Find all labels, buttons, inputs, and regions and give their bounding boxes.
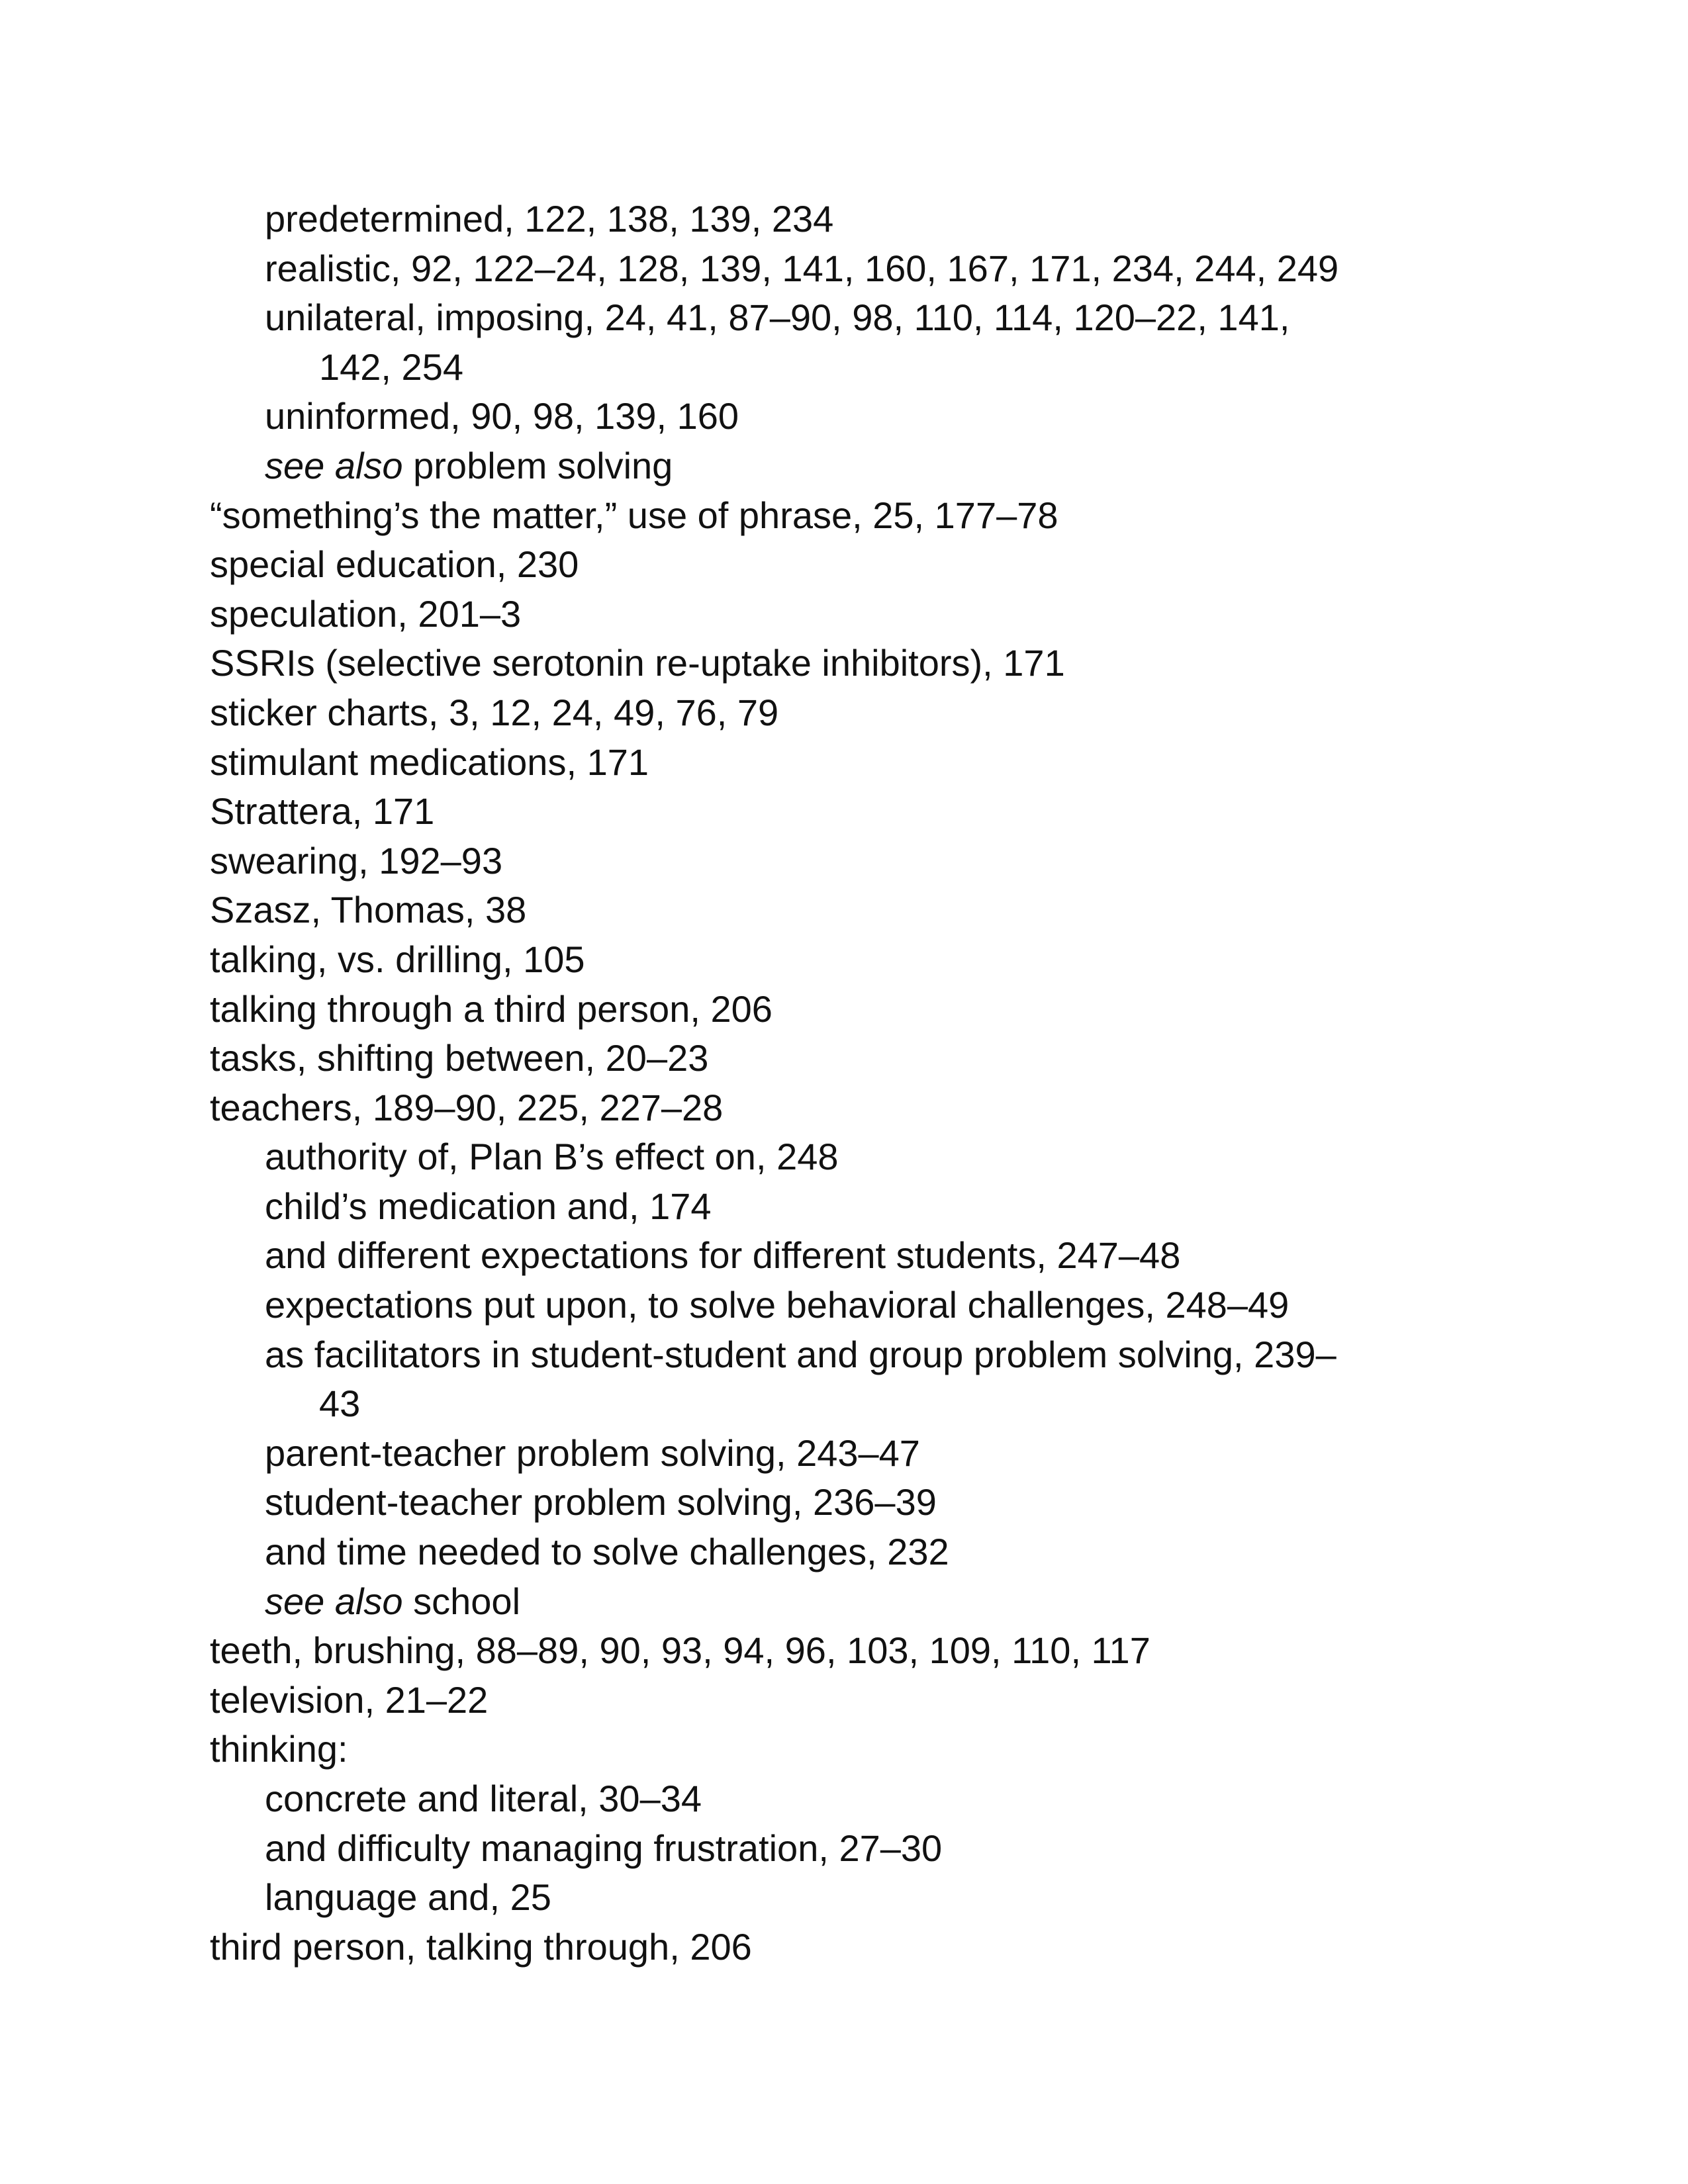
index-entry [210,787,1501,837]
index-entry [210,886,1501,935]
entry-text: thinking: [210,1728,348,1770]
entry-text: student-teacher problem solving, 236–39 [265,1481,937,1524]
entry-text: talking through a third person, 206 [210,987,773,1030]
index-entry [210,935,1501,985]
index-see-also-entry [210,1577,1501,1627]
entry-text: unilateral, imposing, 24, 41, 87–90, 98, 110, 114, 120–22, 141, [265,296,1290,339]
index-list [210,195,1501,1972]
index-entry [210,1478,1501,1527]
entry-text: parent-teacher problem solving, 243–47 [265,1432,920,1474]
entry-text: 142, 254 [319,345,463,388]
entry-text: Szasz, Thomas, 38 [210,889,527,931]
index-entry [210,1132,1501,1182]
entry-text: SSRIs (selective serotonin re-uptake inhibitors), 171 [210,642,1065,684]
index-entry [210,1281,1501,1330]
index-entry [210,1429,1501,1479]
entry-text: and different expectations for different students, 247–48 [265,1234,1181,1277]
entry-text: and difficulty managing frustration, 27–30 [265,1827,943,1869]
index-entry [210,1182,1501,1232]
entry-text: school [402,1580,521,1622]
index-entry-continuation [210,343,1501,392]
index-entry [210,837,1501,886]
index-entry [210,1034,1501,1083]
index-entry [210,244,1501,294]
index-entry [210,195,1501,244]
entry-text: teachers, 189–90, 225, 227–28 [210,1086,724,1128]
index-entry [210,1873,1501,1923]
index-entry-continuation [210,1379,1501,1429]
index-entry [210,293,1501,343]
index-entry [210,1676,1501,1725]
entry-text: Strattera, 171 [210,790,435,833]
entry-text: expectations put upon, to solve behavioral challenges, 248–49 [265,1284,1289,1326]
entry-text: sticker charts, 3, 12, 24, 49, 76, 79 [210,691,779,733]
entry-text: problem solving [402,444,673,486]
entry-text: television, 21–22 [210,1678,489,1721]
entry-text: “something’s the matter,” use of phrase, 25, 177–78 [210,494,1058,536]
index-entry [210,491,1501,541]
entry-text: child’s medication and, 174 [265,1185,712,1227]
index-entry [210,540,1501,590]
entry-text: teeth, brushing, 88–89, 90, 93, 94, 96, 103, 109, 110, 117 [210,1629,1150,1672]
index-entry [210,1923,1501,1972]
entry-text: stimulant medications, 171 [210,741,649,783]
entry-text: swearing, 192–93 [210,839,503,882]
entry-text: talking, vs. drilling, 105 [210,938,585,980]
entry-text: concrete and literal, 30–34 [265,1778,702,1819]
index-entry [210,1330,1501,1380]
index-entry [210,1824,1501,1874]
entry-text: as facilitators in student-student and group problem solving, 239– [265,1333,1336,1375]
entry-text: special education, 230 [210,543,579,586]
see-also-label: see also [265,444,403,486]
entry-text: 43 [319,1383,361,1425]
entry-text: and time needed to solve challenges, 232 [265,1531,949,1573]
entry-text: tasks, shifting between, 20–23 [210,1037,709,1079]
entry-text: authority of, Plan B’s effect on, 248 [265,1136,839,1178]
see-also-label: see also [265,1580,403,1622]
index-entry [210,392,1501,441]
index-see-also-entry [210,441,1501,491]
index-entry [210,1083,1501,1133]
entry-text: realistic, 92, 122–24, 128, 139, 141, 160, 167, 171, 234, 244, 249 [265,247,1339,289]
index-entry [210,1626,1501,1676]
index-entry [210,738,1501,788]
index-entry [210,985,1501,1034]
index-entry [210,1231,1501,1281]
index-entry [210,1725,1501,1774]
index-entry [210,688,1501,738]
entry-text: third person, talking through, 206 [210,1925,752,1968]
entry-text: language and, 25 [265,1876,551,1919]
entry-text: speculation, 201–3 [210,592,522,635]
index-entry [210,639,1501,688]
index-entry [210,1527,1501,1577]
entry-text: uninformed, 90, 98, 139, 160 [265,395,739,437]
entry-text: predetermined, 122, 138, 139, 234 [265,198,834,240]
index-entry [210,1774,1501,1824]
index-entry [210,590,1501,639]
